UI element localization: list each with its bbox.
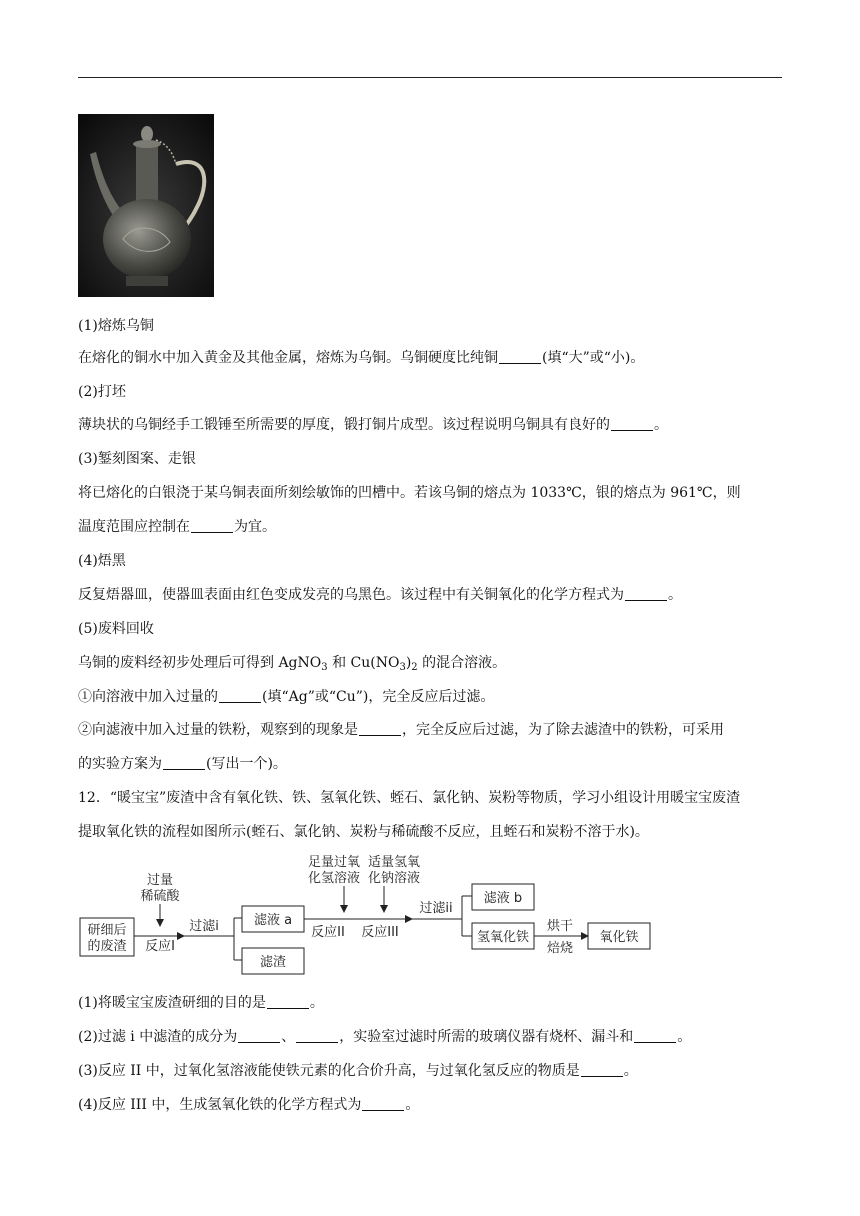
flow-filtrate-b: 滤液 b [483, 891, 523, 906]
answer-blank [238, 1028, 280, 1043]
flow-reagent1-1: 过量 [146, 873, 174, 888]
q11-s2-title: (2)打坯 [78, 384, 126, 400]
flow-residue: 滤渣 [259, 955, 287, 970]
flow-start-1: 研细后 [87, 923, 127, 938]
process-flowchart [76, 852, 656, 980]
teapot-photo [78, 114, 214, 297]
q11-s3-text-1: 将已熔化的白银浇于某乌铜表面所刻绘敏饰的凹槽中。若该乌铜的熔点为 1033℃，银的熔点为 961℃，则 [78, 485, 741, 501]
answer-blank [267, 994, 309, 1009]
flow-reagent3-1: 适量氢氧 [367, 855, 421, 870]
flow-filtrate-a: 滤液 a [253, 913, 293, 928]
q11-s5-ii-cont: 的实验方案为 (写出一个)。 [78, 756, 287, 772]
q11-s5-text: 乌铜的废料经初步处理后可得到 AgNO$_3$ 和 $Cu(NO_3)_2$ 的混合溶液。 [78, 655, 507, 673]
flow-reaction2: 反应II [311, 925, 345, 940]
q11-s3-title: (3)錾刻图案、走银 [78, 451, 196, 467]
flow-dry-1: 烘干 [546, 919, 574, 934]
q12-p4: (4)反应 III 中，生成氢氧化铁的化学方程式为 。 [78, 1097, 420, 1113]
q12-p1: (1)将暖宝宝废渣研细的目的是 。 [78, 995, 324, 1011]
answer-blank [163, 755, 205, 770]
flow-reagent1-2: 稀硫酸 [140, 889, 180, 904]
q12-p3: (3)反应 II 中，过氧化氢溶液能使铁元素的化合价升高，与过氧化氢反应的物质是 。 [78, 1063, 638, 1079]
q11-s3-text-2: 温度范围应控制在 为宜。 [78, 519, 276, 535]
q12-p2: (2)过滤 i 中滤渣的成分为 、 ，实验室过滤时所需的玻璃仪器有烧杯、漏斗和 。 [78, 1029, 692, 1045]
flow-start-2: 的废渣 [87, 939, 127, 954]
header-rule [78, 77, 782, 78]
flow-reagent2-2: 化氢溶液 [307, 871, 361, 886]
q11-s4-title: (4)焐黑 [78, 553, 126, 569]
answer-blank [359, 721, 401, 736]
answer-blank [611, 416, 653, 431]
answer-blank [581, 1062, 623, 1077]
flow-reaction3: 反应III [361, 925, 399, 940]
flow-filter1: 过滤i [189, 919, 219, 934]
answer-blank [296, 1028, 338, 1043]
q11-s2-text: 薄块状的乌铜经手工锻锤至所需要的厚度，锻打铜片成型。该过程说明乌铜具有良好的 。 [78, 417, 668, 433]
answer-blank [499, 349, 541, 364]
answer-blank [219, 688, 261, 703]
flow-reaction1: 反应I [145, 939, 175, 954]
answer-blank [191, 518, 233, 533]
flow-filter2: 过滤ii [419, 901, 453, 916]
flow-reagent3-2: 化钠溶液 [367, 871, 421, 886]
q11-s5-title: (5)废料回收 [78, 621, 154, 637]
q12-intro-1: 12．“暖宝宝”废渣中含有氧化铁、铁、氢氧化铁、蛭石、氯化钠、炭粉等物质，学习小组设计用暖宝宝废渣 [78, 790, 741, 806]
flow-iron-oxide: 氧化铁 [599, 930, 639, 945]
q11-s5-i: ①向溶液中加入过量的 (填“Ag”或“Cu”)，完全反应后过滤。 [78, 689, 495, 705]
q11-s1-text: 在熔化的铜水中加入黄金及其他金属，熔炼为乌铜。乌铜硬度比纯铜 (填“大”或“小)。 [78, 350, 645, 366]
q12-intro-2: 提取氧化铁的流程如图所示(蛭石、氯化钠、炭粉与稀硫酸不反应，且蛭石和炭粉不溶于水)。 [78, 824, 649, 840]
q11-s5-ii: ②向滤液中加入过量的铁粉，观察到的现象是 ，完全反应后过滤，为了除去滤渣中的铁粉，可采用 [78, 722, 724, 738]
q11-s1-title: (1)熔炼乌铜 [78, 318, 154, 334]
q11-s4-text: 反复焐器皿，使器皿表面由红色变成发亮的乌黑色。该过程中有关铜氧化的化学方程式为 。 [78, 587, 682, 603]
flow-iron-hydroxide: 氢氧化铁 [476, 930, 530, 945]
flow-reagent2-1: 足量过氧 [307, 855, 361, 870]
flow-dry-2: 焙烧 [546, 941, 574, 956]
answer-blank [634, 1028, 676, 1043]
answer-blank [625, 586, 667, 601]
answer-blank [362, 1096, 404, 1111]
